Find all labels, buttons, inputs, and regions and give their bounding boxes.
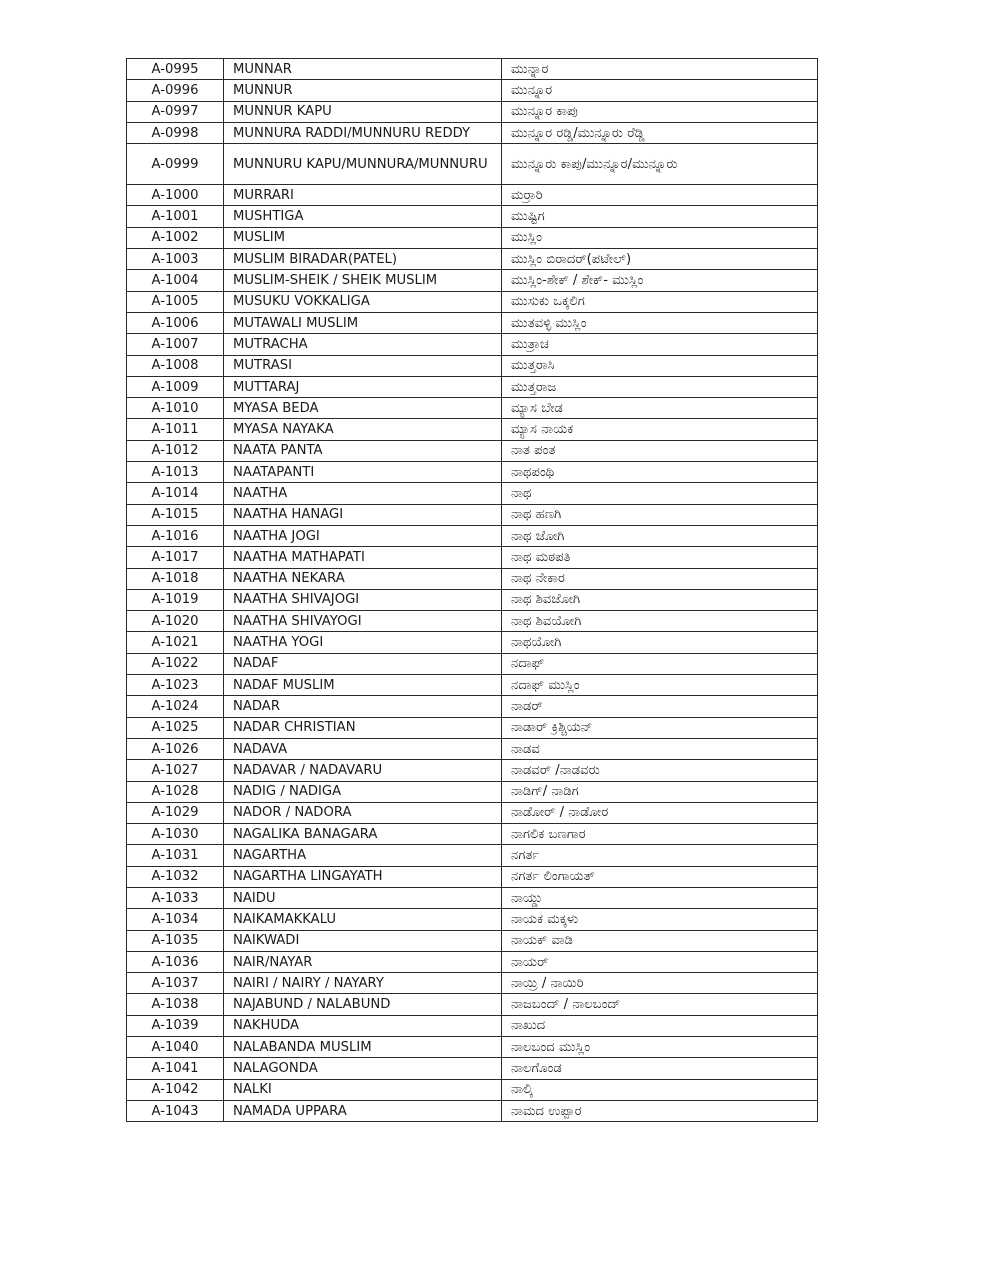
table-row bbox=[127, 291, 818, 312]
table-row bbox=[127, 483, 818, 504]
table-row bbox=[127, 1058, 818, 1079]
code-cell: A-1040 bbox=[127, 1037, 224, 1058]
table-row bbox=[127, 675, 818, 696]
kannada-name-cell: ನಗರ್ತ ಲಿಂಗಾಯತ್ bbox=[502, 866, 818, 887]
name-cell: NAIKAMAKKALU bbox=[224, 909, 502, 930]
name-cell: NALAGONDA bbox=[224, 1058, 502, 1079]
name-cell: NADAVAR / NADAVARU bbox=[224, 760, 502, 781]
code-cell: A-1035 bbox=[127, 930, 224, 951]
table-row bbox=[127, 504, 818, 525]
kannada-name-cell: ನಾಲಬಂದ ಮುಸ್ಲಿಂ bbox=[502, 1037, 818, 1058]
code-cell: A-1033 bbox=[127, 887, 224, 908]
table-row bbox=[127, 80, 818, 101]
name-cell: MYASA NAYAKA bbox=[224, 419, 502, 440]
code-cell: A-1021 bbox=[127, 632, 224, 653]
name-cell: NAGARTHA LINGAYATH bbox=[224, 866, 502, 887]
code-cell: A-0996 bbox=[127, 80, 224, 101]
kannada-name-cell: ಮುತವಳ್ಳಿ ಮುಸ್ಲಿಂ bbox=[502, 312, 818, 333]
name-cell: NAIDU bbox=[224, 887, 502, 908]
caste-list-table bbox=[126, 58, 818, 1122]
kannada-name-cell: ಮುತ್ತರಾಜ bbox=[502, 376, 818, 397]
table-row bbox=[127, 1015, 818, 1036]
name-cell: NAATHA SHIVAJOGI bbox=[224, 589, 502, 610]
name-cell: MUTRACHA bbox=[224, 334, 502, 355]
name-cell: NAIKWADI bbox=[224, 930, 502, 951]
code-cell: A-1028 bbox=[127, 781, 224, 802]
name-cell: NAATHA YOGI bbox=[224, 632, 502, 653]
name-cell: NADAF bbox=[224, 653, 502, 674]
kannada-name-cell: ನಗರ್ತ bbox=[502, 845, 818, 866]
table-row bbox=[127, 611, 818, 632]
name-cell: NADAVA bbox=[224, 738, 502, 759]
code-cell: A-1008 bbox=[127, 355, 224, 376]
code-cell: A-1027 bbox=[127, 760, 224, 781]
code-cell: A-0999 bbox=[127, 144, 224, 185]
name-cell: MUSLIM BIRADAR(PATEL) bbox=[224, 249, 502, 270]
table-row bbox=[127, 589, 818, 610]
name-cell: NAATHA bbox=[224, 483, 502, 504]
table-row bbox=[127, 887, 818, 908]
code-cell: A-1037 bbox=[127, 973, 224, 994]
kannada-name-cell: ನಾಲಗೊಂಡ bbox=[502, 1058, 818, 1079]
table-row bbox=[127, 1100, 818, 1121]
table-row bbox=[127, 781, 818, 802]
code-cell: A-1004 bbox=[127, 270, 224, 291]
caste-list-sheet bbox=[126, 58, 818, 1122]
table-row bbox=[127, 355, 818, 376]
kannada-name-cell: ನಾಯರ್ bbox=[502, 951, 818, 972]
code-cell: A-1007 bbox=[127, 334, 224, 355]
name-cell: MUTAWALI MUSLIM bbox=[224, 312, 502, 333]
kannada-name-cell: ಮುನ್ನಾರ bbox=[502, 59, 818, 80]
kannada-name-cell: ಮುಷ್ಟಿಗ bbox=[502, 206, 818, 227]
kannada-name-cell: ಮುನ್ನೂರ bbox=[502, 80, 818, 101]
code-cell: A-1011 bbox=[127, 419, 224, 440]
name-cell: MUNNURU KAPU/MUNNURA/MUNNURU bbox=[224, 144, 502, 185]
kannada-name-cell: ಮ್ಯಾಸ ನಾಯಕ bbox=[502, 419, 818, 440]
table-row bbox=[127, 270, 818, 291]
kannada-name-cell: ನಾತ ಪಂತ bbox=[502, 440, 818, 461]
code-cell: A-1010 bbox=[127, 398, 224, 419]
table-row bbox=[127, 1079, 818, 1100]
name-cell: MUSHTIGA bbox=[224, 206, 502, 227]
kannada-name-cell: ಮುನ್ನೂರ ರಡ್ಡಿ/ಮುನ್ನೂರು ರೆಡ್ಡಿ bbox=[502, 122, 818, 143]
kannada-name-cell: ಮುಸ್ಲಿಂ-ಶೇಕ್ / ಶೇಕ್- ಮುಸ್ಲಿಂ bbox=[502, 270, 818, 291]
code-cell: A-0997 bbox=[127, 101, 224, 122]
code-cell: A-1041 bbox=[127, 1058, 224, 1079]
table-row bbox=[127, 419, 818, 440]
kannada-name-cell: ನಾಜಬಂದ್ / ನಾಲಬಂದ್ bbox=[502, 994, 818, 1015]
code-cell: A-0995 bbox=[127, 59, 224, 80]
kannada-name-cell: ನಾಥ ನೇಕಾರ bbox=[502, 568, 818, 589]
table-row bbox=[127, 1037, 818, 1058]
table-row bbox=[127, 973, 818, 994]
name-cell: MYASA BEDA bbox=[224, 398, 502, 419]
code-cell: A-1036 bbox=[127, 951, 224, 972]
kannada-name-cell: ನಾಯ್ರಿ / ನಾಯಿರಿ bbox=[502, 973, 818, 994]
name-cell: MUNNUR KAPU bbox=[224, 101, 502, 122]
code-cell: A-1031 bbox=[127, 845, 224, 866]
name-cell: MUTRASI bbox=[224, 355, 502, 376]
kannada-name-cell: ನಾಥಯೋಗಿ bbox=[502, 632, 818, 653]
code-cell: A-1006 bbox=[127, 312, 224, 333]
code-cell: A-1012 bbox=[127, 440, 224, 461]
table-row bbox=[127, 568, 818, 589]
kannada-name-cell: ನಾಥ ಶಿವಯೋಗಿ bbox=[502, 611, 818, 632]
name-cell: MUSUKU VOKKALIGA bbox=[224, 291, 502, 312]
kannada-name-cell: ನಾಥ ಜೋಗಿ bbox=[502, 525, 818, 546]
kannada-name-cell: ನಾಯ್ಡು bbox=[502, 887, 818, 908]
code-cell: A-1022 bbox=[127, 653, 224, 674]
table-row bbox=[127, 909, 818, 930]
table-row bbox=[127, 653, 818, 674]
table-row bbox=[127, 122, 818, 143]
code-cell: A-1013 bbox=[127, 462, 224, 483]
name-cell: NAGALIKA BANAGARA bbox=[224, 824, 502, 845]
code-cell: A-1039 bbox=[127, 1015, 224, 1036]
name-cell: NALKI bbox=[224, 1079, 502, 1100]
table-row bbox=[127, 398, 818, 419]
table-row bbox=[127, 59, 818, 80]
kannada-name-cell: ಮುನ್ನೂರ ಕಾಪು bbox=[502, 101, 818, 122]
name-cell: MUSLIM bbox=[224, 227, 502, 248]
table-row bbox=[127, 334, 818, 355]
name-cell: NADOR / NADORA bbox=[224, 802, 502, 823]
name-cell: MUTTARAJ bbox=[224, 376, 502, 397]
table-row bbox=[127, 824, 818, 845]
name-cell: NAATHA HANAGI bbox=[224, 504, 502, 525]
table-row bbox=[127, 101, 818, 122]
name-cell: NAIR/NAYAR bbox=[224, 951, 502, 972]
table-row bbox=[127, 440, 818, 461]
kannada-name-cell: ಮುಸುಕು ಒಕ್ಕಲಿಗ bbox=[502, 291, 818, 312]
name-cell: NADAR CHRISTIAN bbox=[224, 717, 502, 738]
kannada-name-cell: ಮ್ಯಾಸ ಬೇಡ bbox=[502, 398, 818, 419]
name-cell: NAATAPANTI bbox=[224, 462, 502, 483]
kannada-name-cell: ಮರ್ರಾರಿ bbox=[502, 185, 818, 206]
table-row bbox=[127, 930, 818, 951]
code-cell: A-1043 bbox=[127, 1100, 224, 1121]
table-row bbox=[127, 738, 818, 759]
kannada-name-cell: ನಾಮದ ಉಪ್ಪಾರ bbox=[502, 1100, 818, 1121]
kannada-name-cell: ಮುಸ್ಲಿಂ ಬಿರಾದರ್(ಪಟೇಲ್) bbox=[502, 249, 818, 270]
table-row bbox=[127, 376, 818, 397]
table-row bbox=[127, 696, 818, 717]
code-cell: A-1024 bbox=[127, 696, 224, 717]
name-cell: NAATA PANTA bbox=[224, 440, 502, 461]
name-cell: MUNNAR bbox=[224, 59, 502, 80]
code-cell: A-1023 bbox=[127, 675, 224, 696]
code-cell: A-1042 bbox=[127, 1079, 224, 1100]
table-row bbox=[127, 525, 818, 546]
table-row bbox=[127, 249, 818, 270]
name-cell: MUNNUR bbox=[224, 80, 502, 101]
kannada-name-cell: ನಾಡರ್ bbox=[502, 696, 818, 717]
name-cell: NAKHUDA bbox=[224, 1015, 502, 1036]
kannada-name-cell: ನಾಥಪಂಥಿ bbox=[502, 462, 818, 483]
name-cell: NAATHA MATHAPATI bbox=[224, 547, 502, 568]
kannada-name-cell: ನಾಥ ಹಣಗಿ bbox=[502, 504, 818, 525]
code-cell: A-1019 bbox=[127, 589, 224, 610]
table-row bbox=[127, 462, 818, 483]
table-body bbox=[127, 59, 818, 1122]
code-cell: A-1009 bbox=[127, 376, 224, 397]
kannada-name-cell: ನಾಥ ಶಿವಜೋಗಿ bbox=[502, 589, 818, 610]
kannada-name-cell: ನಾಡಾರ್ ಕ್ರಿಶ್ಚಿಯನ್ bbox=[502, 717, 818, 738]
code-cell: A-1015 bbox=[127, 504, 224, 525]
code-cell: A-1014 bbox=[127, 483, 224, 504]
kannada-name-cell: ನಾಡವ bbox=[502, 738, 818, 759]
kannada-name-cell: ನಾಯಕ್ ವಾಡಿ bbox=[502, 930, 818, 951]
code-cell: A-1030 bbox=[127, 824, 224, 845]
table-row bbox=[127, 866, 818, 887]
name-cell: NALABANDA MUSLIM bbox=[224, 1037, 502, 1058]
code-cell: A-1038 bbox=[127, 994, 224, 1015]
name-cell: NAJABUND / NALABUND bbox=[224, 994, 502, 1015]
kannada-name-cell: ನಾಯಕ ಮಕ್ಕಳು bbox=[502, 909, 818, 930]
name-cell: MUSLIM-SHEIK / SHEIK MUSLIM bbox=[224, 270, 502, 291]
code-cell: A-1025 bbox=[127, 717, 224, 738]
kannada-name-cell: ನದಾಫ್ ಮುಸ್ಲಿಂ bbox=[502, 675, 818, 696]
kannada-name-cell: ಮುನ್ನೂರು ಕಾಪು/ಮುನ್ನೂರ/ಮುನ್ನೂರು bbox=[502, 144, 818, 185]
name-cell: NAGARTHA bbox=[224, 845, 502, 866]
code-cell: A-1020 bbox=[127, 611, 224, 632]
name-cell: NAATHA JOGI bbox=[224, 525, 502, 546]
code-cell: A-1018 bbox=[127, 568, 224, 589]
kannada-name-cell: ನಾಥ ಮಠಪತಿ bbox=[502, 547, 818, 568]
kannada-name-cell: ನಾಖುದ bbox=[502, 1015, 818, 1036]
kannada-name-cell: ನಾಡವರ್ /ನಾಡವರು bbox=[502, 760, 818, 781]
code-cell: A-1032 bbox=[127, 866, 224, 887]
name-cell: NAIRI / NAIRY / NAYARY bbox=[224, 973, 502, 994]
name-cell: NADAR bbox=[224, 696, 502, 717]
code-cell: A-1029 bbox=[127, 802, 224, 823]
table-row bbox=[127, 632, 818, 653]
kannada-name-cell: ನಾಡಿಗ್/ ನಾಡಿಗ bbox=[502, 781, 818, 802]
name-cell: NADIG / NADIGA bbox=[224, 781, 502, 802]
table-row bbox=[127, 951, 818, 972]
kannada-name-cell: ಮುತ್ತರಾಸಿ bbox=[502, 355, 818, 376]
table-row bbox=[127, 312, 818, 333]
code-cell: A-1000 bbox=[127, 185, 224, 206]
kannada-name-cell: ಮುಸ್ಲಿಂ bbox=[502, 227, 818, 248]
table-row bbox=[127, 802, 818, 823]
code-cell: A-1002 bbox=[127, 227, 224, 248]
kannada-name-cell: ನಾಥ bbox=[502, 483, 818, 504]
name-cell: NAMADA UPPARA bbox=[224, 1100, 502, 1121]
name-cell: NAATHA NEKARA bbox=[224, 568, 502, 589]
code-cell: A-1005 bbox=[127, 291, 224, 312]
kannada-name-cell: ನಾಗಲಿಕ ಬಣಗಾರ bbox=[502, 824, 818, 845]
code-cell: A-1016 bbox=[127, 525, 224, 546]
table-row bbox=[127, 717, 818, 738]
code-cell: A-1001 bbox=[127, 206, 224, 227]
name-cell: NAATHA SHIVAYOGI bbox=[224, 611, 502, 632]
table-row bbox=[127, 547, 818, 568]
name-cell: NADAF MUSLIM bbox=[224, 675, 502, 696]
code-cell: A-1026 bbox=[127, 738, 224, 759]
table-row bbox=[127, 760, 818, 781]
kannada-name-cell: ನಾಡೋರ್ / ನಾಡೋರ bbox=[502, 802, 818, 823]
table-row bbox=[127, 206, 818, 227]
name-cell: MUNNURA RADDI/MUNNURU REDDY bbox=[224, 122, 502, 143]
table-row bbox=[127, 227, 818, 248]
name-cell: MURRARI bbox=[224, 185, 502, 206]
code-cell: A-1003 bbox=[127, 249, 224, 270]
code-cell: A-1034 bbox=[127, 909, 224, 930]
kannada-name-cell: ನಾಲ್ಕಿ bbox=[502, 1079, 818, 1100]
table-row bbox=[127, 845, 818, 866]
code-cell: A-0998 bbox=[127, 122, 224, 143]
kannada-name-cell: ನದಾಫ್ bbox=[502, 653, 818, 674]
table-row bbox=[127, 185, 818, 206]
code-cell: A-1017 bbox=[127, 547, 224, 568]
table-row bbox=[127, 994, 818, 1015]
kannada-name-cell: ಮುತ್ರಾಚ bbox=[502, 334, 818, 355]
table-row bbox=[127, 144, 818, 185]
